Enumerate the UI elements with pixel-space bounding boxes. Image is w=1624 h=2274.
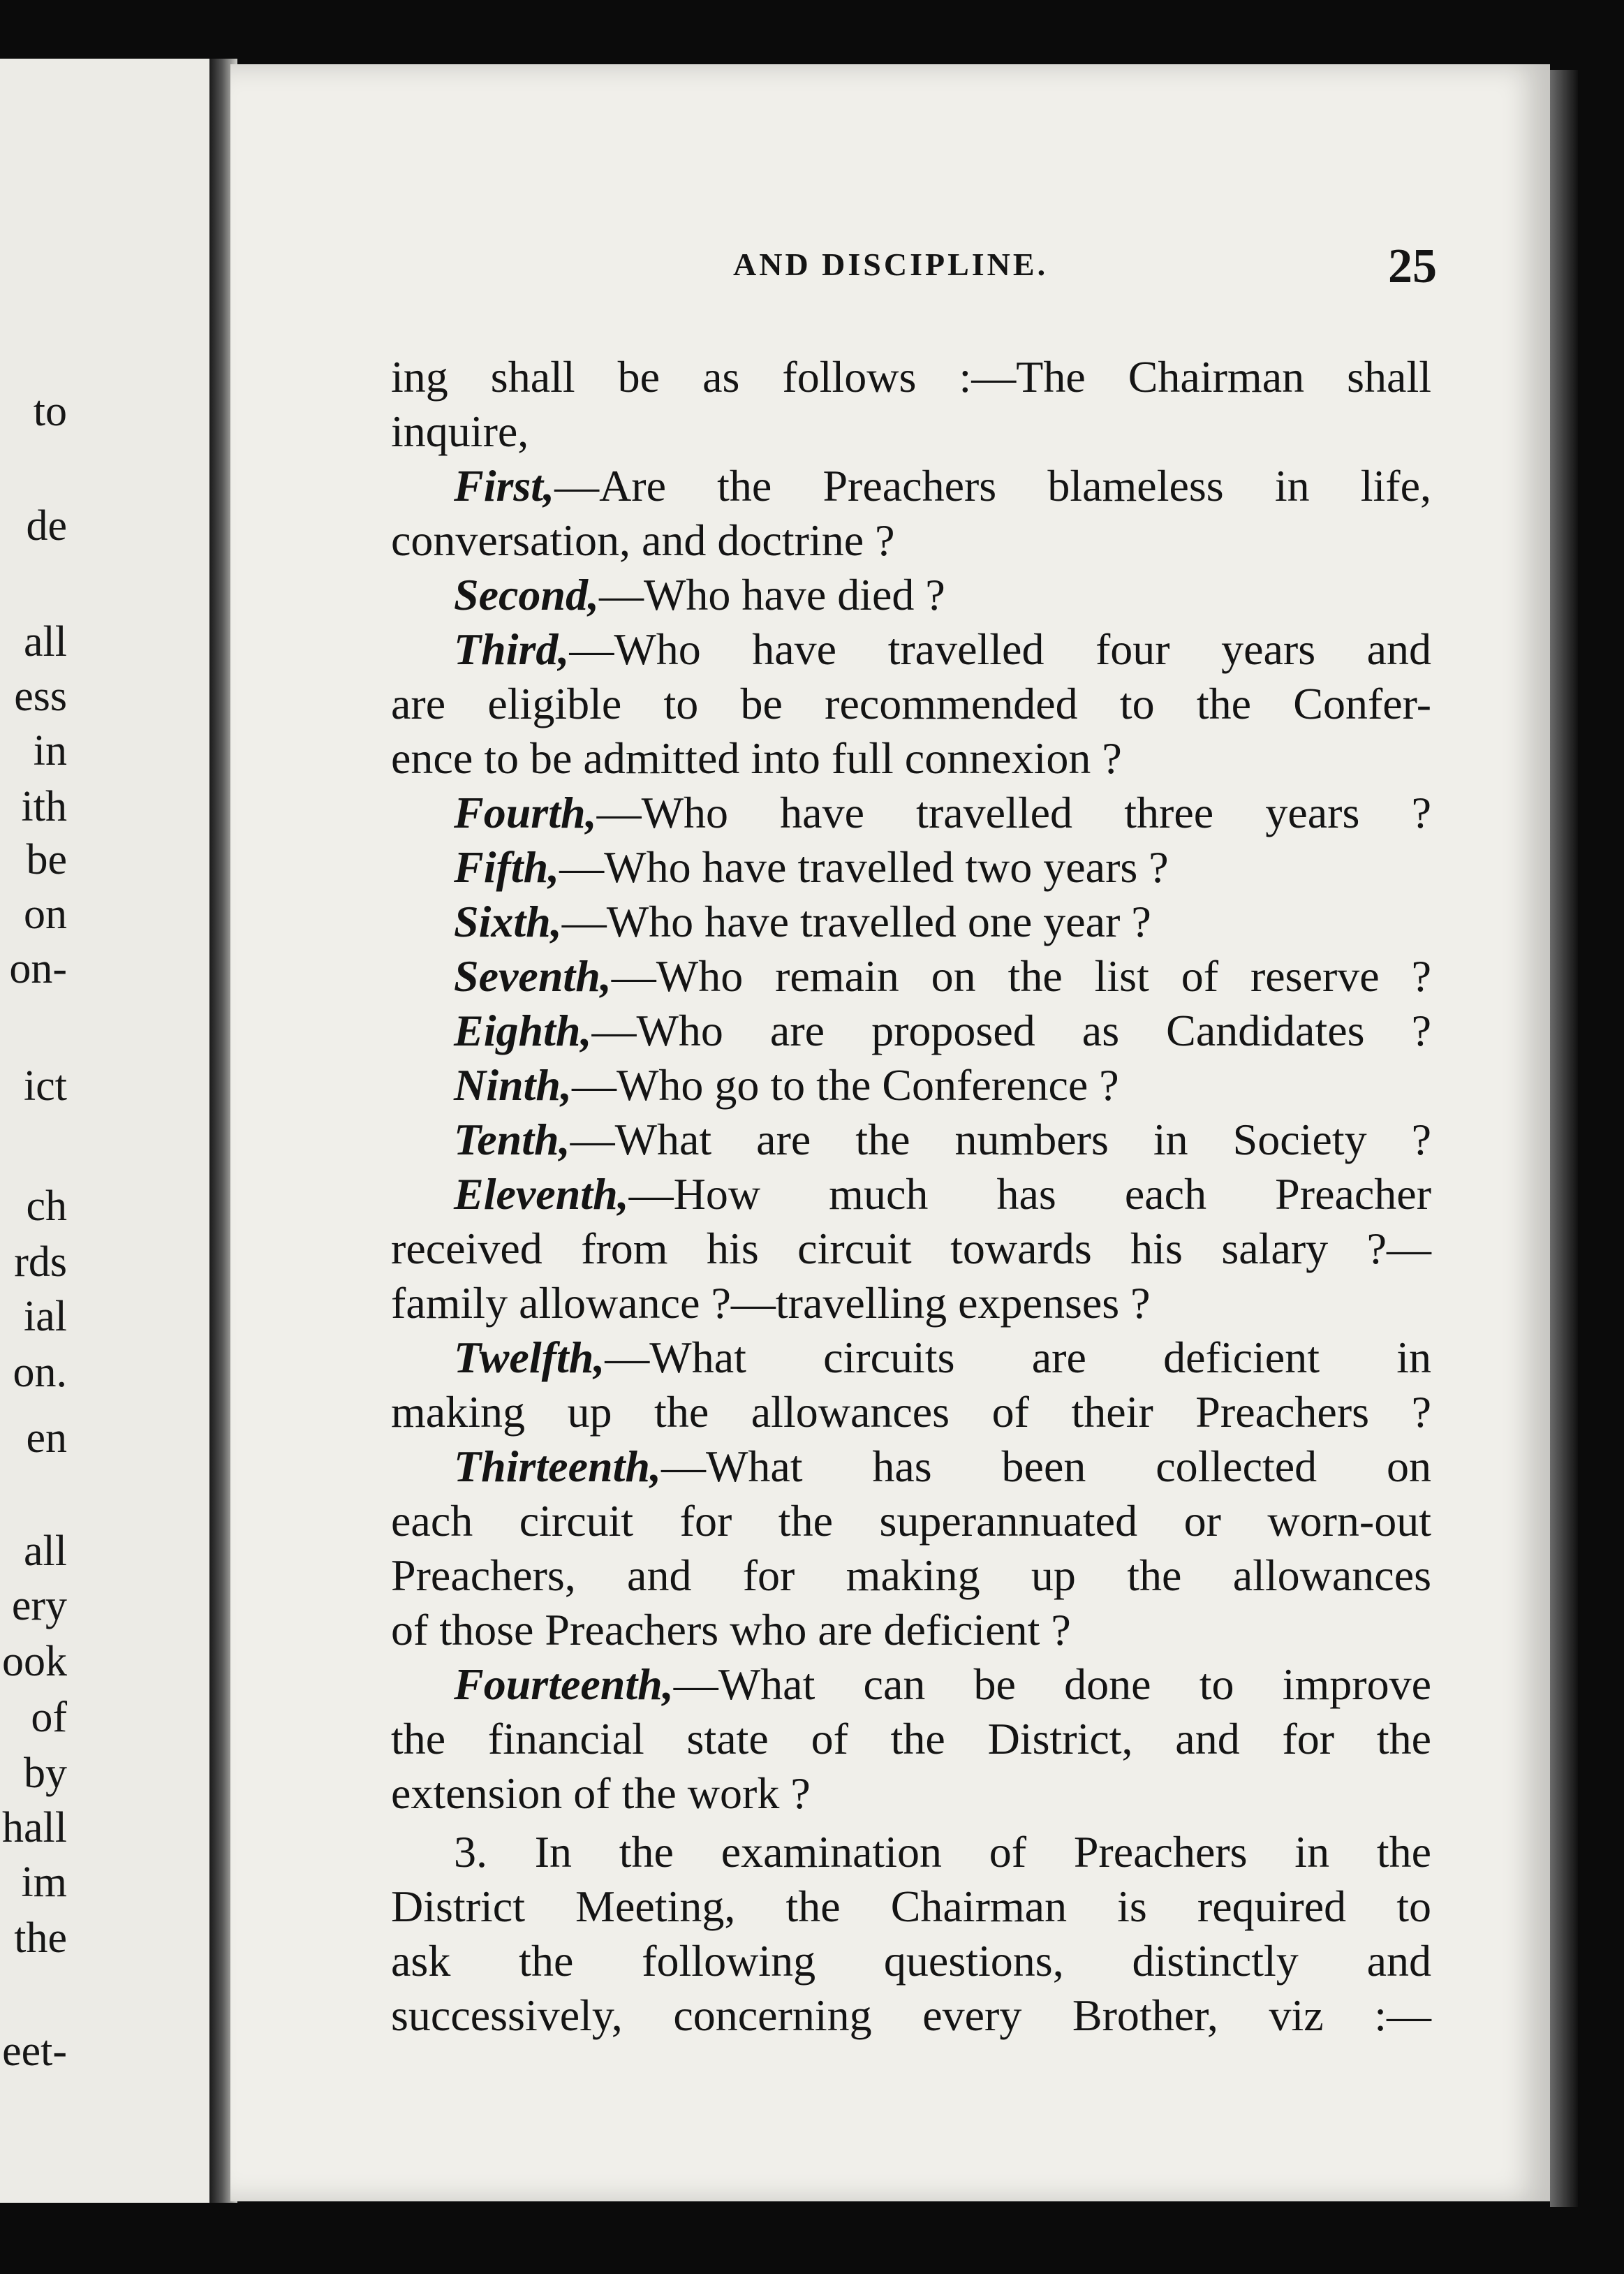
question-label: Third, — [454, 624, 570, 674]
question-label: Seventh, — [454, 951, 612, 1001]
left-page-fragment: to — [33, 388, 67, 435]
text-line: Fourth,—Who have travelled three years ? — [454, 788, 1431, 837]
running-head: AND DISCIPLINE. — [733, 247, 1049, 282]
text-line: successively, concerning every Brother, viz :— — [391, 1990, 1431, 2040]
left-page-fragment: the — [14, 1914, 67, 1962]
question-label: First, — [454, 461, 555, 511]
previous-page-strip — [0, 59, 216, 2203]
text-line: Ninth,—Who go to the Conference ? — [454, 1060, 1119, 1110]
question-label: Fourth, — [454, 788, 597, 837]
left-page-fragment: ict — [24, 1062, 67, 1110]
text-line: each circuit for the superannuated or worn-out — [391, 1496, 1431, 1546]
page-edge-shadow — [1550, 70, 1578, 2207]
page-number: 25 — [1388, 240, 1437, 293]
text-line: ask the following questions, distinctly and — [391, 1936, 1431, 1986]
text-line: Twelfth,—What circuits are deficient in — [454, 1333, 1431, 1382]
left-page-fragment: ery — [11, 1582, 67, 1629]
text-line: Seventh,—Who remain on the list of reserve ? — [454, 951, 1431, 1001]
left-page-fragment: by — [24, 1749, 67, 1797]
text-line: Tenth,—What are the numbers in Society ? — [454, 1115, 1431, 1164]
left-page-fragment: all — [24, 1527, 67, 1575]
text-line: are eligible to be recommended to the Confer- — [391, 679, 1431, 728]
text-line: inquire, — [391, 406, 529, 456]
question-label: Twelfth, — [454, 1333, 605, 1382]
left-page-fragment: eet- — [2, 2027, 67, 2075]
left-page-fragment: in — [33, 727, 67, 775]
left-page-fragment: on — [24, 890, 67, 938]
text-line: First,—Are the Preachers blameless in life, — [454, 461, 1431, 511]
text-line: ing shall be as follows :—The Chairman shall — [391, 352, 1431, 402]
left-page-fragment: on. — [13, 1349, 67, 1396]
text-line: Sixth,—Who have travelled one year ? — [454, 897, 1151, 946]
left-page-fragment: en — [26, 1414, 67, 1462]
text-line: the financial state of the District, and for the — [391, 1714, 1431, 1763]
text-line: Fourteenth,—What can be done to improve — [454, 1659, 1431, 1709]
text-line: District Meeting, the Chairman is required to — [391, 1881, 1431, 1931]
left-page-fragment: ook — [2, 1638, 67, 1685]
question-label: Sixth, — [454, 897, 562, 946]
left-page-fragment: rds — [14, 1238, 67, 1286]
left-page-fragment: all — [24, 618, 67, 666]
text-line: ence to be admitted into full connexion ? — [391, 733, 1122, 783]
question-label: Ninth, — [454, 1060, 572, 1110]
left-page-fragment: im — [21, 1858, 67, 1906]
question-label: Thirteenth, — [454, 1442, 661, 1491]
left-page-fragment: ess — [14, 673, 67, 720]
question-label: Tenth, — [454, 1115, 570, 1164]
text-line: Fifth,—Who have travelled two years ? — [454, 842, 1169, 892]
text-line: Eighth,—Who are proposed as Candidates ? — [454, 1006, 1431, 1055]
text-line: Second,—Who have died ? — [454, 570, 945, 619]
left-page-fragment: de — [26, 502, 67, 550]
left-page-fragment: hall — [2, 1804, 67, 1851]
left-page-fragment: ial — [24, 1293, 67, 1340]
text-line: making up the allowances of their Preachers ? — [391, 1387, 1431, 1437]
text-line: of those Preachers who are deficient ? — [391, 1605, 1071, 1655]
left-page-fragment: ith — [21, 783, 67, 830]
text-line: Third,—Who have travelled four years and — [454, 624, 1431, 674]
text-line: Preachers, and for making up the allowances — [391, 1550, 1431, 1600]
left-page-fragment: of — [31, 1694, 67, 1741]
text-line: received from his circuit towards his salary ?— — [391, 1224, 1431, 1273]
question-label: Second, — [454, 570, 599, 619]
question-label: Fourteenth, — [454, 1659, 674, 1709]
question-label: Eleventh, — [454, 1169, 629, 1219]
text-line: family allowance ?—travelling expenses ? — [391, 1278, 1151, 1328]
left-page-fragment: ch — [26, 1182, 67, 1230]
left-page-fragment: on- — [9, 945, 67, 992]
question-label: Eighth, — [454, 1006, 592, 1055]
text-line: extension of the work ? — [391, 1768, 811, 1818]
left-page-fragment: be — [26, 836, 67, 883]
text-line: Thirteenth,—What has been collected on — [454, 1442, 1431, 1491]
text-line: Eleventh,—How much has each Preacher — [454, 1169, 1431, 1219]
text-line: conversation, and doctrine ? — [391, 515, 895, 565]
text-line: 3. In the examination of Preachers in the — [454, 1827, 1431, 1877]
question-label: Fifth, — [454, 842, 560, 892]
